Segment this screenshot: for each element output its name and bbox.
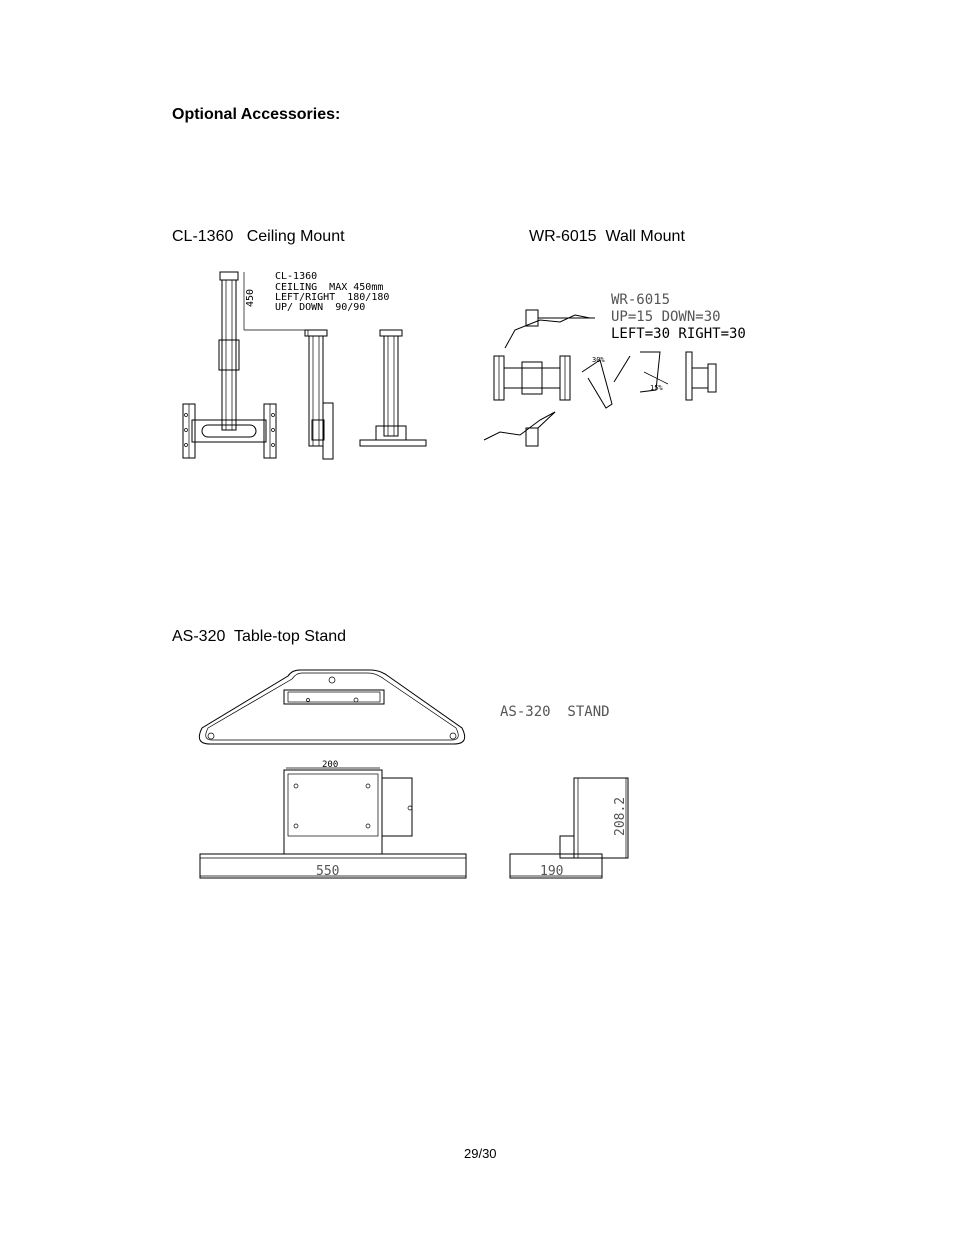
stand-dim-2082: 208.2 (613, 796, 628, 836)
wall-angle-a: 30% (592, 356, 605, 364)
page-heading: Optional Accessories: (172, 106, 341, 123)
ceiling-up-down-label: UP/ DOWN 90/90 (275, 302, 366, 313)
ceiling-mount-caption: CL-1360 Ceiling Mount (172, 228, 345, 245)
ceiling-max-label: CEILING MAX 450mm (275, 282, 384, 293)
wall-angle-b: 15% (650, 384, 663, 392)
ceiling-left-right-label: LEFT/RIGHT 180/180 (275, 292, 390, 303)
wall-mount-caption: WR-6015 Wall Mount (529, 228, 685, 245)
ceiling-height-dim: 450 (245, 288, 256, 307)
page-number: 29/30 (464, 1146, 497, 1161)
stand-model-label: AS-320 STAND (500, 704, 610, 720)
table-stand-caption: AS-320 Table-top Stand (172, 628, 347, 645)
wall-left-right-label: LEFT=30 RIGHT=30 (611, 326, 746, 342)
ceiling-model-label: CL-1360 (275, 271, 318, 282)
stand-dim-200: 200 (322, 760, 339, 770)
wall-model-label: WR-6015 (611, 292, 671, 308)
wall-up-down-label: UP=15 DOWN=30 (611, 309, 721, 325)
stand-dim-190: 190 (540, 864, 564, 879)
stand-dim-550: 550 (316, 864, 340, 879)
